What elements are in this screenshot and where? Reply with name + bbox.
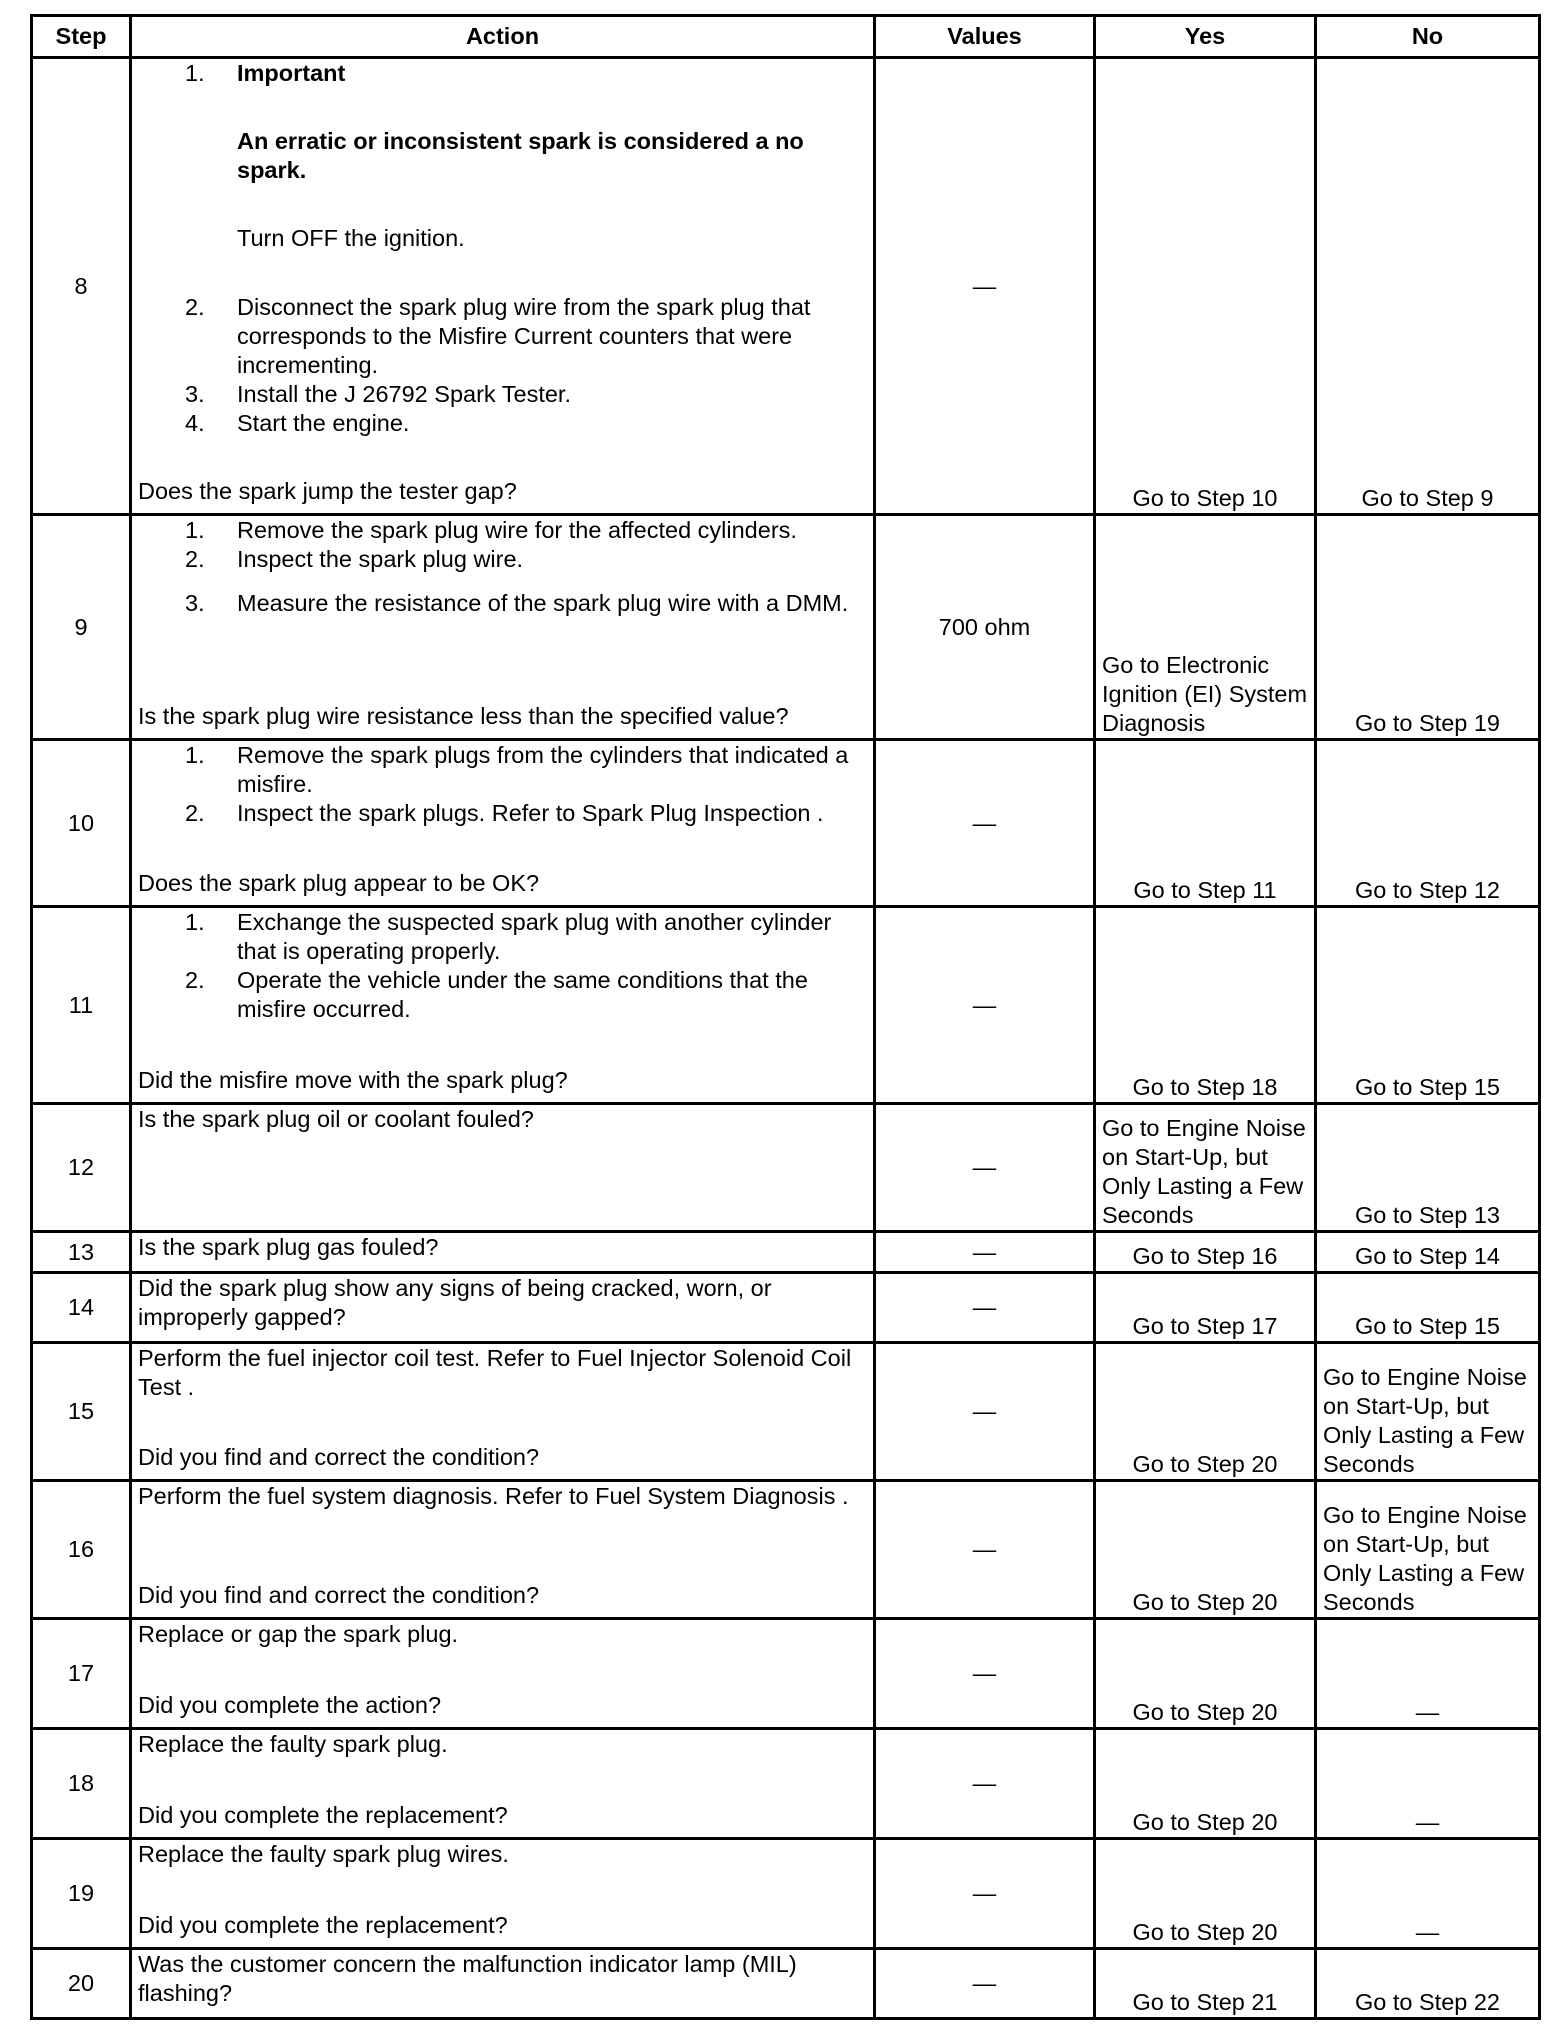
action-question: Does the spark jump the tester gap?	[138, 478, 517, 504]
step-index: 3.	[185, 381, 205, 407]
values-cell: —	[875, 58, 1095, 515]
no-cell: —	[1316, 1839, 1540, 1949]
table-row-step-20	[32, 1949, 1540, 2019]
no-cell: Go to Step 22	[1316, 1949, 1540, 2019]
header-values: Values	[875, 16, 1095, 58]
action-question: Does the spark plug appear to be OK?	[138, 870, 540, 896]
action-question: Did you find and correct the condition?	[138, 1444, 540, 1470]
header-no: No	[1316, 16, 1540, 58]
step-index: 1.	[185, 742, 205, 768]
step-number: 14	[32, 1273, 131, 1343]
action-step	[138, 59, 867, 253]
no-cell: Go to Step 15	[1316, 1273, 1540, 1343]
action-text: Replace the faulty spark plug.	[138, 1731, 448, 1757]
step-number: 15	[32, 1343, 131, 1481]
values-cell: —	[875, 1273, 1095, 1343]
action-steps	[138, 516, 867, 618]
action-step	[138, 516, 867, 545]
step-text: Disconnect the spark plug wire from the spark plug that corresponds to the Misfire Current counters that were incrementing.	[237, 294, 811, 378]
action-question: Did you complete the replacement?	[138, 1912, 508, 1938]
step-index: 2.	[185, 967, 205, 993]
action-step	[138, 380, 867, 409]
action-question: Did you complete the replacement?	[138, 1802, 508, 1828]
step-index: 1.	[185, 517, 205, 543]
values-cell: —	[875, 1839, 1095, 1949]
no-cell: Go to Step 9	[1316, 58, 1540, 515]
yes-cell: Go to Step 10	[1095, 58, 1316, 515]
values-cell: —	[875, 907, 1095, 1104]
action-question: Was the customer concern the malfunction indicator lamp (MIL) flashing?	[138, 1951, 797, 2006]
action-cell	[131, 515, 875, 740]
action-question: Is the spark plug gas fouled?	[138, 1234, 439, 1260]
action-question: Did you complete the action?	[138, 1692, 442, 1718]
step-index: 2.	[185, 800, 205, 826]
action-step	[138, 966, 867, 1024]
values-cell: —	[875, 740, 1095, 907]
step-index: 4.	[185, 410, 205, 436]
action-step	[138, 908, 867, 966]
action-question: Did you find and correct the condition?	[138, 1582, 540, 1608]
step-number: 9	[32, 515, 131, 740]
step-text: Exchange the suspected spark plug with another cylinder that is operating properly.	[237, 909, 832, 964]
action-steps	[138, 741, 867, 828]
action-question: Is the spark plug wire resistance less than the specified value?	[138, 703, 789, 729]
step-text: Start the engine.	[237, 410, 410, 436]
step-index: 2.	[185, 294, 205, 320]
sub-note: Turn OFF the ignition.	[237, 225, 465, 251]
header-action: Action	[131, 16, 875, 58]
yes-cell: Go to Step 18	[1095, 907, 1316, 1104]
step-number: 12	[32, 1104, 131, 1232]
action-text: Perform the fuel system diagnosis. Refer to Fuel System Diagnosis .	[138, 1483, 849, 1509]
important-label: Important	[237, 60, 346, 86]
step-index: 1.	[185, 909, 205, 935]
no-cell: Go to Step 15	[1316, 907, 1540, 1104]
action-step	[138, 409, 867, 438]
table-row-step-16	[32, 1481, 1540, 1619]
action-cell	[131, 1481, 875, 1619]
action-step	[138, 545, 867, 574]
action-cell	[131, 1232, 875, 1273]
step-number: 19	[32, 1839, 131, 1949]
yes-cell: Go to Step 21	[1095, 1949, 1316, 2019]
yes-cell: Go to Step 20	[1095, 1343, 1316, 1481]
table-row-step-13	[32, 1232, 1540, 1273]
values-cell: —	[875, 1949, 1095, 2019]
table-row-step-19	[32, 1839, 1540, 1949]
yes-cell: Go to Step 20	[1095, 1619, 1316, 1729]
yes-cell: Go to Step 11	[1095, 740, 1316, 907]
step-text: Operate the vehicle under the same conditions that the misfire occurred.	[237, 967, 808, 1022]
step-number: 17	[32, 1619, 131, 1729]
yes-cell: Go to Step 20	[1095, 1481, 1316, 1619]
step-number: 20	[32, 1949, 131, 2019]
values-cell: —	[875, 1481, 1095, 1619]
action-step	[138, 293, 867, 380]
step-number: 10	[32, 740, 131, 907]
action-text: Perform the fuel injector coil test. Refer to Fuel Injector Solenoid Coil Test .	[138, 1345, 852, 1400]
action-cell	[131, 1343, 875, 1481]
action-step	[138, 741, 867, 799]
action-text: Replace or gap the spark plug.	[138, 1621, 459, 1647]
table-row-step-11	[32, 907, 1540, 1104]
action-cell	[131, 1273, 875, 1343]
action-step	[138, 589, 867, 618]
values-cell: —	[875, 1729, 1095, 1839]
action-question: Did the spark plug show any signs of being cracked, worn, or improperly gapped?	[138, 1275, 772, 1330]
no-cell: Go to Engine Noise on Start-Up, but Only Lasting a Few Seconds	[1316, 1481, 1540, 1619]
step-number: 8	[32, 58, 131, 515]
table-row-step-8	[32, 58, 1540, 515]
step-index: 2.	[185, 546, 205, 572]
action-cell	[131, 58, 875, 515]
step-number: 11	[32, 907, 131, 1104]
action-cell	[131, 1839, 875, 1949]
step-number: 13	[32, 1232, 131, 1273]
header-step: Step	[32, 16, 131, 58]
action-cell	[131, 1104, 875, 1232]
action-steps	[138, 908, 867, 1024]
no-cell: Go to Step 19	[1316, 515, 1540, 740]
action-cell	[131, 907, 875, 1104]
step-number: 16	[32, 1481, 131, 1619]
step-number: 18	[32, 1729, 131, 1839]
yes-cell: Go to Engine Noise on Start-Up, but Only Lasting a Few Seconds	[1095, 1104, 1316, 1232]
values-cell: —	[875, 1343, 1095, 1481]
table-row-step-17	[32, 1619, 1540, 1729]
step-text: Measure the resistance of the spark plug wire with a DMM.	[237, 590, 849, 616]
yes-cell: Go to Step 20	[1095, 1839, 1316, 1949]
header-yes: Yes	[1095, 16, 1316, 58]
no-cell: Go to Step 13	[1316, 1104, 1540, 1232]
action-cell	[131, 1729, 875, 1839]
action-question: Is the spark plug oil or coolant fouled?	[138, 1106, 534, 1132]
table-row-step-14	[32, 1273, 1540, 1343]
step-text: Inspect the spark plug wire.	[237, 546, 524, 572]
yes-cell: Go to Step 16	[1095, 1232, 1316, 1273]
no-cell: Go to Step 14	[1316, 1232, 1540, 1273]
header-row	[32, 16, 1540, 58]
yes-cell: Go to Electronic Ignition (EI) System Diagnosis	[1095, 515, 1316, 740]
yes-cell: Go to Step 17	[1095, 1273, 1316, 1343]
values-cell: —	[875, 1104, 1095, 1232]
action-cell	[131, 740, 875, 907]
no-cell: —	[1316, 1729, 1540, 1839]
step-text: Remove the spark plugs from the cylinders that indicated a misfire.	[237, 742, 849, 797]
step-index: 3.	[185, 590, 205, 616]
step-text: Install the J 26792 Spark Tester.	[237, 381, 571, 407]
values-cell: —	[875, 1232, 1095, 1273]
table-row-step-10	[32, 740, 1540, 907]
action-cell	[131, 1619, 875, 1729]
action-step	[138, 799, 867, 828]
step-text: Remove the spark plug wire for the affected cylinders.	[237, 517, 797, 543]
table-row-step-9	[32, 515, 1540, 740]
step-index: 1.	[185, 60, 205, 86]
table-row-step-18	[32, 1729, 1540, 1839]
action-steps	[138, 59, 867, 438]
values-cell: 700 ohm	[875, 515, 1095, 740]
action-text: Replace the faulty spark plug wires.	[138, 1841, 509, 1867]
action-question: Did the misfire move with the spark plug?	[138, 1067, 568, 1093]
no-cell: Go to Step 12	[1316, 740, 1540, 907]
values-cell: —	[875, 1619, 1095, 1729]
table-row-step-12	[32, 1104, 1540, 1232]
table-row-step-15	[32, 1343, 1540, 1481]
important-note: An erratic or inconsistent spark is considered a no spark.	[237, 128, 804, 183]
diagnostic-table	[30, 14, 1541, 2020]
yes-cell: Go to Step 20	[1095, 1729, 1316, 1839]
step-text: Inspect the spark plugs. Refer to Spark Plug Inspection .	[237, 800, 824, 826]
no-cell: —	[1316, 1619, 1540, 1729]
no-cell: Go to Engine Noise on Start-Up, but Only Lasting a Few Seconds	[1316, 1343, 1540, 1481]
action-cell	[131, 1949, 875, 2019]
